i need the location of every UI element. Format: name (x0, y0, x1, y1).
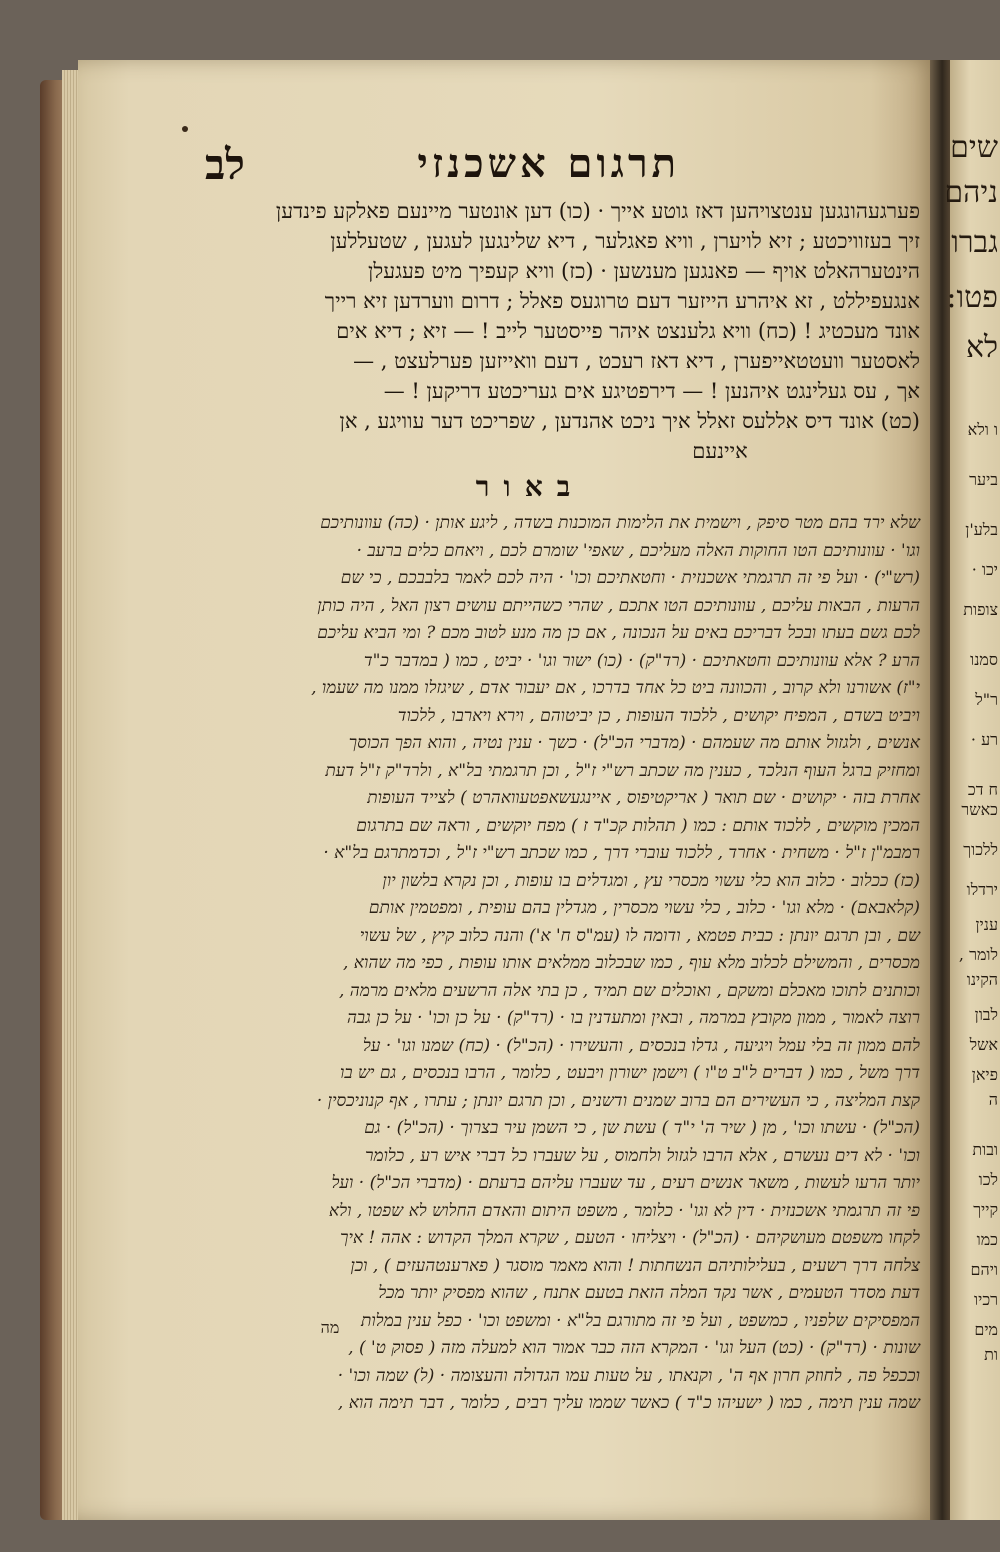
commentary-line: הרע ? אלא עוונותיכם וחטאתיכם · (רד"ק) · (כו) ישור וגו' · יביט , כמו ( במדבר כ"ד (363, 650, 920, 671)
commentary-line: (רש"י) · ועל פי זה תרגמתי אשכנזית · וחטאתיכם וכו' · היה לכם לאמר בלבבכם , כי שם (340, 568, 920, 588)
facing-page-fragment (944, 60, 1000, 1520)
commentary-line: שמה ענין תימה , כמו ( ישעיהו כ"ד ) כאשר שממו עליך רבים , כלומר , דבר תימה הוא , (337, 1393, 920, 1413)
facing-page-text: הקינו (966, 970, 998, 989)
facing-page-text: כאשר (961, 800, 998, 819)
commentary-line: וככפל פה , לחוזק חרון אף ה' , וקנאתו , על טעות עמו הגדולה והעצומה · (ל) שמה וכו' · (337, 1365, 920, 1386)
facing-page-text: יכו · (971, 560, 998, 579)
facing-page-text: פיאן (971, 1065, 998, 1084)
verse-line: לאסטער וועטטאייפערן , דיא דאז רעכט , דעם וואייזען פערלעצט , — (353, 349, 920, 373)
commentary-line: להם ממון זה בלי עמל ויגיעה , גדלו בנכסים , והעשירו · (הכ"ל) · (כח) שמנו וגו' · על (362, 1035, 920, 1056)
facing-page-text: קייך (973, 1200, 998, 1219)
commentary-line: שם , ובן תרגם יונתן : כבית פטמא , ודומה לו (עמ"ס ח' א') והנה כלוב קיץ , של עשוי (359, 925, 920, 946)
commentary-line: וכותנים לתוכו מאכלם ומשקם , ואוכלים שם תמיד , כן בתי אלה הרשעים מלאים מרמה , (338, 980, 920, 1001)
page-number: לב (205, 140, 245, 189)
verse-line: פערגעהונגען ענטצויהען דאז גוטע אייך · (כו) דען אונטער מיינעם פאלקע פינדען (275, 199, 920, 223)
facing-page-text: ביער (969, 470, 998, 489)
commentary-line: וכו' · לא דים נעשרם , אלא הרבו לגזול ולחמוס , על שעברו כל דברי איש רע , כלומר (365, 1145, 920, 1166)
translation-text (180, 196, 920, 466)
commentary-line: רוצה לאמור , ממון מקובץ במרמה , ובאין ומתעדנין בו · (רד"ק) · על כן וכו' · על כן גבה (346, 1008, 920, 1028)
commentary-line: מכסרים , והמשילם לכלוב מלא עוף , כמו שבכלוב ממלאים אותו עופות , כפי מה שהוא , (342, 953, 920, 973)
commentary-line: (כז) ככלוב · כלוב הוא כלי עשוי מכסרי עץ , ומגדלים בו עופות , וכן נקרא בלשון יון (382, 870, 920, 891)
commentary-line: קצת המליצה , כי העשירים הם ברוב שמנים ודשנים , וכן תרגם יונתן ; עתרו , אף קנוניכסין · (316, 1090, 920, 1111)
facing-page-text: מים (974, 1320, 998, 1339)
commentary-line: ויביט בשדם , המפיח יקושים , ללכוד העופות , כן יביטוהם , וירא ויארבו , ללכוד (397, 705, 920, 726)
commentary-line: לקחו משפטם מעושקיהם · (הכ"ל) · ויצליחו · הטעם , שקרא המלך הקדוש : אהה ! איך (340, 1228, 920, 1248)
facing-page-text: ות (984, 1345, 998, 1364)
verse-line: אך , עס געלינגט איהנען ! — דירפטיגע אים געריכטע דריקען ! — (383, 379, 920, 403)
facing-page-text: לכו (978, 1170, 998, 1189)
facing-page-text: לומר , (958, 945, 998, 964)
facing-page-text: צופות (963, 600, 998, 619)
facing-page-text: רכיו (974, 1290, 998, 1309)
commentary-text (180, 510, 920, 1418)
commentary-line: אחרת בזה · יקושים · שם תואר ( אריקטיפוס , איינגעשאפטעוואהרט ) לצייד העופות (367, 788, 920, 808)
facing-page-text: ו ולא (967, 420, 998, 439)
section-title: באור (475, 470, 585, 503)
commentary-line: המכין מוקשים , ללכוד אותם : כמו ( תהלות קכ"ד ז ) מפח יוקשים , וראה שם בתרגום (356, 815, 920, 836)
facing-page-text: ענין (975, 915, 998, 934)
facing-page-text: ללכוך (963, 840, 998, 859)
facing-page-text: ח דכ (967, 780, 998, 799)
facing-page-text: כמו (976, 1230, 998, 1249)
verse-line: איינעם (692, 439, 748, 463)
commentary-line: שונות · (רד"ק) · (כט) העל וגו' · המקרא הזה כבר אמור הוא למעלה מזה ( פסוק ט' ) , (348, 1338, 920, 1358)
facing-page-text: ויהם (970, 1260, 998, 1279)
verse-line: הינטערהאלט אויף — פאנגען מענשען · (כז) וויא קעפיך מיט פעגעלן (368, 259, 920, 283)
facing-page-text: לא (965, 330, 998, 365)
facing-page-text: פטו: (946, 280, 998, 315)
verse-line: אנגעפיללט , זא איהרע הייזער דעם טרוגעס פאלל ; דרום ווערדען זיא רייך (324, 289, 920, 313)
commentary-line: דרך משל , כמו ( דברים ל"ב ט"ו ) וישמן ישורון ויבעט , כלומר , הרבו בנכסים , גם יש בו (340, 1063, 920, 1083)
commentary-line: המפסיקים שלפניו , כמשפט , ועל פי זה מתורגם בל"א · ומשפט וכו' · כפל ענין במלות (360, 1310, 920, 1331)
facing-page-text: ה (988, 1090, 998, 1109)
facing-page-text: לבון (974, 1005, 998, 1024)
facing-page-text: סמנו (970, 650, 998, 669)
catchword: מה (320, 1318, 340, 1337)
commentary-line: דעת מסדר הטעמים , אשר נקד המלה הזאת בטעם אתנח , שהוא מפסיק יותר מכל (378, 1283, 920, 1303)
commentary-line: רמבמ"ן ז"ל · משחית · אחרד , ללכוד עוברי דרך , כמו שכתב רש"י ז"ל , וכדמתרגם בל"א · (323, 843, 920, 863)
running-title: תרגום אשכנזי (417, 140, 680, 187)
commentary-line: יותר הרעו לעשות , משאר אנשים רעים , עד שעברו עליהם ברעתם · (מדברי הכ"ל) · ועל (331, 1173, 920, 1193)
commentary-line: אנשים , ולגזול אותם מה שעמהם · (מדברי הכ"ל) · כשך · ענין נטיה , והוא הפך הכוסך (348, 733, 920, 753)
commentary-line: (הכ"ל) · עשתו וכו' , מן ( שיר ה' י"ד ) עשת שן , כי השמן עיר בצרוך · (הכ"ל) · גם (364, 1118, 920, 1138)
commentary-line: לכם גשם בעתו ובכל דבריכם באים על הנכונה , אם כן מה מנע לטוב מכם ? ומי הביא עליכם (317, 623, 920, 643)
commentary-line: (קלאבאם) · מלא וגו' · כלוב , כלי עשוי מכסרין , מגדלין בהם עופית , ומפטמין אותם (368, 898, 920, 918)
facing-page-text: ניהם (944, 175, 998, 210)
facing-page-text: בלע'ן (965, 520, 998, 539)
book-gutter (930, 60, 952, 1520)
commentary-line: הרעות , הבאות עליכם , עוונותיכם הטו אתכם , שהרי כשהייתם עושים רצון האל , היה כותן (317, 595, 920, 616)
commentary-line: שלא ירד בהם מטר סיפק , וישמית את הלימות המוכנות בשדה , ליגע אותן · (כה) עוונותיכם (320, 513, 920, 533)
page-header (150, 140, 910, 192)
facing-page-text: אשל (969, 1035, 998, 1054)
facing-page-text: רע · (970, 730, 998, 749)
commentary-line: י"ז) אשורנו ולא קרוב , והכוונה ביט כל אחד בדרכו , אם יעבור אדם , שיגזלו ממנו מה שעמו , (311, 678, 920, 698)
facing-page-text: שים (950, 130, 998, 165)
verse-line: זיך בעזוויכטע ; זיא לויערן , וויא פאגלער , דיא שלינגען לעגען , שטעללען (330, 229, 920, 253)
facing-page-text: ר"ל (975, 690, 998, 709)
facing-page-text: גברו (951, 225, 998, 260)
commentary-line: ומחזיק ברגל העוף הנלכד , כענין מה שכתב רש"י ז"ל , וכן תרגמתי בל"א , ולרד"ק ז"ל דעת (325, 760, 920, 781)
ink-spot (182, 126, 188, 132)
verse-line: אונד מעכטיג ! (כח) וויא גלענצט איהר פייסטער לייב ! — זיא ; דיא אים (336, 319, 920, 343)
verse-line: (כט) אונד דיס אללעס זאלל איך ניכט אהנדען , שפריכט דער עוויגע , אן (339, 409, 920, 433)
commentary-line: צלחה דרך רשעים , בעלילותיהם הנשחתות ! והוא מאמר מוסגר ( פארענטהעזים ) , וכן (350, 1255, 920, 1276)
commentary-line: פי זה תרגמתי אשכנזית · דין לא וגו' · כלומר , משפט היתום והאדם החלוש לא שפטו , ולא (328, 1200, 920, 1221)
commentary-line: וגו' · עוונותיכם הטו החוקות האלה מעליכם , שאפי' שומרם לכם , ויאחם כלים ברעב · (356, 540, 920, 561)
facing-page-text: ירדלו (966, 880, 998, 899)
facing-page-text: ובות (972, 1140, 998, 1159)
